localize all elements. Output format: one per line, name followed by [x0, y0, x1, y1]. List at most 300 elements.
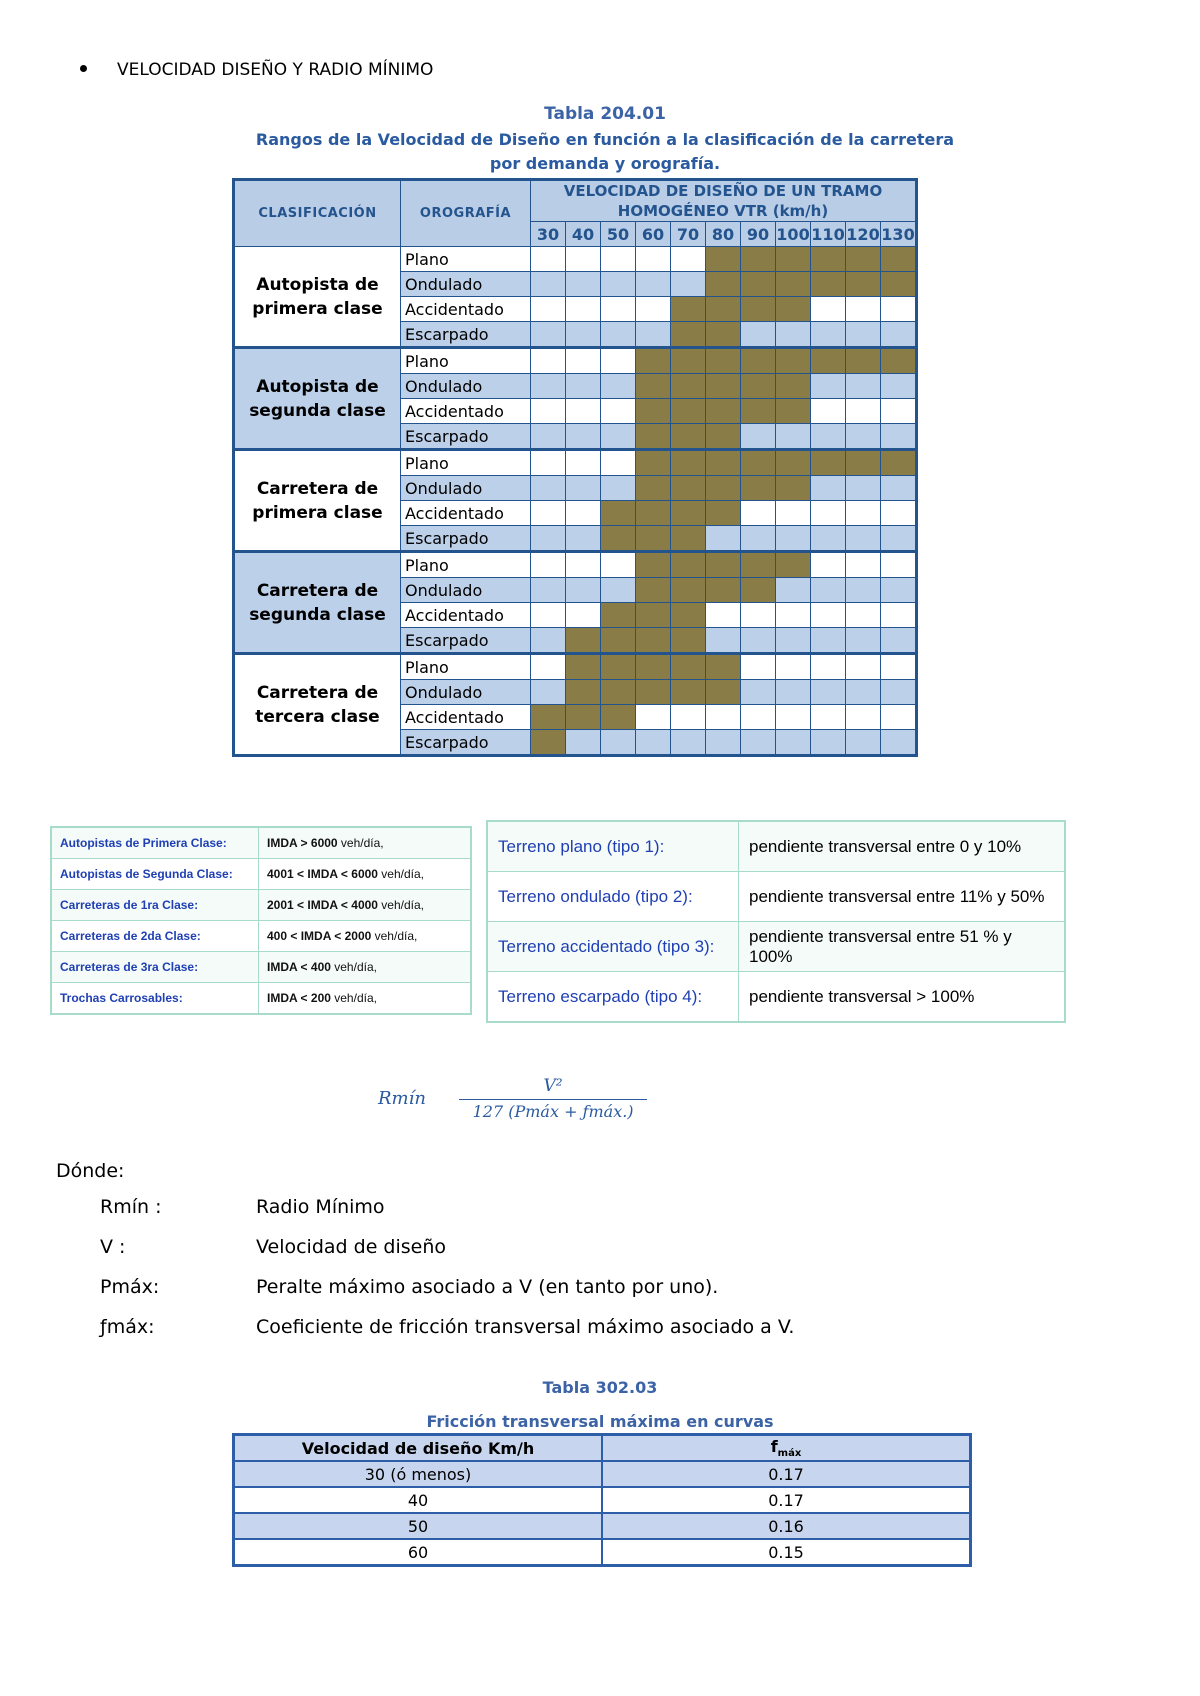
speed-cell [776, 552, 811, 578]
terreno-row [487, 922, 1065, 972]
speed-col-130: 130 [881, 222, 917, 247]
terreno-row [487, 872, 1065, 922]
speed-cell [846, 501, 881, 526]
terreno-table [486, 820, 1066, 1023]
speed-cell [531, 272, 566, 297]
terreno-type: Terreno ondulado (tipo 2): [487, 872, 739, 922]
speed-cell [741, 322, 776, 348]
orografia-cell: Accidentado [401, 705, 531, 730]
definition-symbol: V : [100, 1236, 126, 1258]
orografia-cell: Ondulado [401, 680, 531, 705]
speed-cell [741, 247, 776, 272]
speed-cell [531, 476, 566, 501]
speed-cell [566, 628, 601, 654]
speed-cell [671, 247, 706, 272]
clasificacion-cell [234, 654, 401, 756]
friction-row [234, 1461, 971, 1487]
speed-col-70: 70 [671, 222, 706, 247]
speed-cell [601, 603, 636, 628]
imda-value [259, 859, 472, 890]
speed-cell [566, 552, 601, 578]
imda-value [259, 827, 472, 859]
friction-fmax: 0.16 [602, 1513, 971, 1539]
speed-cell [881, 628, 917, 654]
orografia-cell: Escarpado [401, 628, 531, 654]
imda-class: Carreteras de 2da Clase: [51, 921, 259, 952]
orografia-cell: Plano [401, 450, 531, 476]
speed-cell [566, 476, 601, 501]
speed-cell [846, 578, 881, 603]
speed-cell [811, 526, 846, 552]
orografia-cell: Escarpado [401, 730, 531, 756]
imda-row [51, 952, 471, 983]
imda-range: IMDA < 200 [267, 991, 331, 1005]
speed-cell [636, 450, 671, 476]
fmax-main: f [770, 1436, 778, 1456]
speed-cell [566, 374, 601, 399]
speed-cell [811, 272, 846, 297]
clasificacion-line2: primera clase [252, 298, 383, 319]
orografia-cell: Plano [401, 247, 531, 272]
friction-velocity: 60 [234, 1539, 603, 1566]
speed-cell [776, 322, 811, 348]
speed-cell [566, 578, 601, 603]
orografia-cell: Plano [401, 552, 531, 578]
speed-cell [566, 730, 601, 756]
speed-cell [671, 501, 706, 526]
speed-cell [741, 348, 776, 374]
friction-row [234, 1513, 971, 1539]
header-clasificacion: CLASIFICACIÓN [234, 180, 401, 247]
speed-cell [811, 348, 846, 374]
orografia-cell: Escarpado [401, 424, 531, 450]
speed-cell [531, 322, 566, 348]
imda-range: 400 < IMDA < 2000 [267, 929, 372, 943]
speed-cell [531, 399, 566, 424]
speed-cell [846, 654, 881, 680]
speed-cell [776, 297, 811, 322]
speed-cell [671, 680, 706, 705]
heading-bullet [80, 60, 433, 80]
speed-cell [811, 247, 846, 272]
speed-cell [531, 424, 566, 450]
speed-cell [776, 374, 811, 399]
speed-col-120: 120 [846, 222, 881, 247]
speed-cell [706, 603, 741, 628]
speed-cell [776, 526, 811, 552]
speed-cell [636, 603, 671, 628]
speed-cell [706, 297, 741, 322]
imda-class: Carreteras de 1ra Clase: [51, 890, 259, 921]
definition-text: Radio Mínimo [256, 1196, 385, 1218]
speed-cell [531, 348, 566, 374]
heading-text: VELOCIDAD DISEÑO Y RADIO MÍNIMO [117, 60, 434, 80]
imda-unit: veh/día, [330, 991, 377, 1005]
speed-cell [741, 297, 776, 322]
speed-cell [811, 628, 846, 654]
clasificacion-line2: primera clase [252, 502, 383, 523]
speed-cell [671, 450, 706, 476]
speed-cell [636, 705, 671, 730]
imda-unit: veh/día, [337, 836, 384, 850]
speed-cell [531, 450, 566, 476]
speed-cell [741, 552, 776, 578]
speed-cell [706, 578, 741, 603]
formula-numerator: V² [543, 1076, 563, 1096]
friction-velocity: 50 [234, 1513, 603, 1539]
speed-cell [671, 526, 706, 552]
speed-cell [776, 348, 811, 374]
speed-cell [811, 730, 846, 756]
speed-cell [706, 374, 741, 399]
speed-cell [636, 654, 671, 680]
bullet-icon [80, 65, 87, 72]
clasificacion-line2: segunda clase [249, 400, 386, 421]
speed-cell [776, 272, 811, 297]
imda-unit: veh/día, [330, 960, 377, 974]
friction-table [232, 1433, 972, 1567]
speed-cell [741, 654, 776, 680]
speed-cell [531, 705, 566, 730]
speed-cell [601, 628, 636, 654]
speed-cell [811, 603, 846, 628]
speed-cell [881, 272, 917, 297]
speed-cell [706, 450, 741, 476]
speed-cell [566, 705, 601, 730]
speed-cell [741, 476, 776, 501]
speed-cell [741, 526, 776, 552]
speed-cell [706, 348, 741, 374]
speed-cell [741, 578, 776, 603]
header-velocidad-line2: HOMOGÉNEO VTR (km/h) [617, 202, 829, 220]
speed-cell [566, 526, 601, 552]
speed-cell [846, 476, 881, 501]
speed-cell [601, 450, 636, 476]
speed-cell [846, 297, 881, 322]
orografia-cell: Accidentado [401, 399, 531, 424]
speed-cell [706, 552, 741, 578]
speed-cell [636, 399, 671, 424]
friction-fmax: 0.15 [602, 1539, 971, 1566]
speed-cell [531, 374, 566, 399]
orografia-cell: Accidentado [401, 501, 531, 526]
speed-cell [776, 424, 811, 450]
friction-row [234, 1487, 971, 1513]
speed-cell [671, 399, 706, 424]
speed-cell [706, 247, 741, 272]
rmin-formula [378, 1076, 647, 1121]
speed-cell [566, 247, 601, 272]
speed-cell [671, 730, 706, 756]
speed-cell [636, 424, 671, 450]
speed-cell [881, 526, 917, 552]
friction-fmax: 0.17 [602, 1487, 971, 1513]
speed-cell [881, 730, 917, 756]
speed-cell [636, 272, 671, 297]
speed-cell [601, 247, 636, 272]
speed-cell [531, 297, 566, 322]
clasificacion-cell [234, 450, 401, 552]
clasificacion-cell [234, 348, 401, 450]
grid-row [234, 450, 917, 476]
definition-row [100, 1276, 718, 1298]
speed-cell [601, 297, 636, 322]
fric-header-velocidad: Velocidad de diseño Km/h [234, 1435, 603, 1462]
speed-cell [671, 297, 706, 322]
speed-cell [636, 501, 671, 526]
definition-text: Coeficiente de fricción transversal máximo asociado a V. [256, 1316, 795, 1338]
speed-cell [811, 476, 846, 501]
donde-label: Dónde: [56, 1160, 125, 1182]
friction-velocity: 30 (ó menos) [234, 1461, 603, 1487]
speed-cell [881, 705, 917, 730]
speed-cell [636, 526, 671, 552]
speed-cell [776, 705, 811, 730]
speed-cell [531, 501, 566, 526]
speed-col-40: 40 [566, 222, 601, 247]
formula-fraction [459, 1076, 647, 1121]
speed-cell [881, 297, 917, 322]
speed-cell [531, 603, 566, 628]
speed-cell [601, 272, 636, 297]
speed-cell [811, 705, 846, 730]
speed-cell [636, 552, 671, 578]
clasificacion-line1: Carretera de [256, 478, 379, 499]
speed-cell [846, 730, 881, 756]
imda-range: 4001 < IMDA < 6000 [267, 867, 378, 881]
speed-cell [671, 348, 706, 374]
speed-cell [531, 730, 566, 756]
speed-cell [881, 247, 917, 272]
speed-cell [741, 272, 776, 297]
speed-cell [706, 654, 741, 680]
speed-col-90: 90 [741, 222, 776, 247]
speed-col-60: 60 [636, 222, 671, 247]
speed-cell [846, 603, 881, 628]
clasificacion-line1: Autopista de [256, 274, 379, 295]
definition-text: Velocidad de diseño [256, 1236, 447, 1258]
speed-cell [811, 424, 846, 450]
clasificacion-cell [234, 552, 401, 654]
speed-cell [601, 552, 636, 578]
speed-cell [881, 654, 917, 680]
friction-row [234, 1539, 971, 1566]
speed-cell [531, 680, 566, 705]
speed-cell [706, 628, 741, 654]
speed-cell [811, 501, 846, 526]
speed-cell [671, 705, 706, 730]
speed-cell [566, 501, 601, 526]
definition-symbol: ƒmáx: [100, 1316, 155, 1338]
imda-unit: veh/día, [377, 867, 424, 881]
speed-cell [811, 322, 846, 348]
speed-cell [636, 730, 671, 756]
header-velocidad-line1: VELOCIDAD DE DISEÑO DE UN TRAMO [563, 182, 883, 200]
speed-col-30: 30 [531, 222, 566, 247]
speed-cell [811, 399, 846, 424]
terreno-row [487, 972, 1065, 1023]
speed-cell [636, 578, 671, 603]
speed-cell [671, 603, 706, 628]
speed-cell [601, 526, 636, 552]
speed-cell [601, 705, 636, 730]
clasificacion-line1: Carretera de [256, 580, 379, 601]
speed-cell [776, 247, 811, 272]
speed-cell [811, 374, 846, 399]
imda-value [259, 921, 472, 952]
speed-cell [671, 476, 706, 501]
speed-cell [846, 424, 881, 450]
orografia-cell: Plano [401, 348, 531, 374]
grid-row [234, 247, 917, 272]
orografia-cell: Ondulado [401, 272, 531, 297]
speed-cell [811, 680, 846, 705]
imda-value [259, 952, 472, 983]
speed-cell [741, 680, 776, 705]
formula-denominator: 127 (Pmáx + ƒmáx.) [472, 1102, 634, 1121]
speed-cell [636, 348, 671, 374]
speed-cell [881, 348, 917, 374]
speed-cell [706, 272, 741, 297]
speed-cell [846, 399, 881, 424]
speed-cell [636, 680, 671, 705]
speed-cell [706, 476, 741, 501]
speed-cell [776, 603, 811, 628]
speed-cell [741, 501, 776, 526]
speed-cell [776, 628, 811, 654]
imda-unit: veh/día, [377, 898, 424, 912]
clasificacion-line2: segunda clase [249, 604, 386, 625]
grid-row [234, 552, 917, 578]
speed-cell [776, 654, 811, 680]
speed-cell [706, 730, 741, 756]
speed-cell [776, 399, 811, 424]
speed-cell [846, 526, 881, 552]
imda-range: IMDA > 6000 [267, 836, 338, 850]
terreno-desc: pendiente transversal entre 0 y 10% [739, 821, 1066, 872]
speed-cell [601, 399, 636, 424]
definition-row [100, 1196, 385, 1218]
header-orografia: OROGRAFÍA [401, 180, 531, 247]
speed-cell [671, 374, 706, 399]
tabla1-title: Tabla 204.01 [544, 104, 666, 124]
terreno-type: Terreno accidentado (tipo 3): [487, 922, 739, 972]
speed-cell [601, 476, 636, 501]
speed-cell [531, 628, 566, 654]
speed-cell [601, 578, 636, 603]
imda-row [51, 827, 471, 859]
speed-cell [566, 297, 601, 322]
speed-cell [531, 654, 566, 680]
orografia-cell: Ondulado [401, 476, 531, 501]
speed-cell [741, 730, 776, 756]
speed-cell [741, 399, 776, 424]
speed-cell [741, 374, 776, 399]
terreno-type: Terreno escarpado (tipo 4): [487, 972, 739, 1023]
speed-cell [846, 272, 881, 297]
speed-cell [671, 322, 706, 348]
speed-cell [601, 501, 636, 526]
speed-col-80: 80 [706, 222, 741, 247]
speed-col-100: 100 [776, 222, 811, 247]
imda-class: Carreteras de 3ra Clase: [51, 952, 259, 983]
speed-cell [566, 272, 601, 297]
speed-cell [601, 322, 636, 348]
grid-row [234, 348, 917, 374]
definition-row [100, 1316, 794, 1338]
speed-cell [671, 552, 706, 578]
speed-cell [706, 501, 741, 526]
speed-cell [566, 450, 601, 476]
speed-cell [846, 628, 881, 654]
speed-cell [671, 654, 706, 680]
speed-cell [636, 628, 671, 654]
speed-cell [636, 297, 671, 322]
speed-cell [741, 450, 776, 476]
speed-cell [846, 374, 881, 399]
formula-lhs: Rmín [378, 1088, 426, 1109]
speed-cell [741, 628, 776, 654]
speed-cell [706, 399, 741, 424]
speed-cell [566, 603, 601, 628]
speed-cell [636, 247, 671, 272]
speed-cell [776, 501, 811, 526]
terreno-type: Terreno plano (tipo 1): [487, 821, 739, 872]
speed-col-50: 50 [601, 222, 636, 247]
definition-row [100, 1236, 446, 1258]
speed-cell [671, 424, 706, 450]
speed-cell [846, 450, 881, 476]
speed-cell [881, 578, 917, 603]
speed-cell [706, 322, 741, 348]
speed-cell [531, 552, 566, 578]
friction-fmax: 0.17 [602, 1461, 971, 1487]
terreno-desc: pendiente transversal entre 11% y 50% [739, 872, 1066, 922]
speed-cell [776, 476, 811, 501]
speed-cell [811, 578, 846, 603]
speed-cell [881, 680, 917, 705]
header-velocidad [531, 180, 917, 222]
speed-cell [846, 552, 881, 578]
speed-cell [601, 374, 636, 399]
terreno-desc: pendiente transversal entre 51 % y 100% [739, 922, 1066, 972]
terreno-row [487, 821, 1065, 872]
fmax-sub: máx [777, 1448, 802, 1460]
speed-cell [881, 374, 917, 399]
orografia-cell: Escarpado [401, 526, 531, 552]
speed-cell [601, 424, 636, 450]
speed-cell [636, 476, 671, 501]
speed-cell [706, 705, 741, 730]
imda-range: 2001 < IMDA < 4000 [267, 898, 378, 912]
imda-row [51, 859, 471, 890]
speed-cell [811, 552, 846, 578]
orografia-cell: Accidentado [401, 603, 531, 628]
speed-cell [776, 730, 811, 756]
imda-row [51, 983, 471, 1015]
speed-cell [846, 348, 881, 374]
speed-cell [601, 348, 636, 374]
speed-cell [741, 705, 776, 730]
orografia-cell: Ondulado [401, 374, 531, 399]
speed-cell [601, 654, 636, 680]
speed-cell [601, 730, 636, 756]
clasificacion-line1: Autopista de [256, 376, 379, 397]
speed-cell [811, 297, 846, 322]
imda-row [51, 890, 471, 921]
speed-cell [776, 680, 811, 705]
orografia-cell: Escarpado [401, 322, 531, 348]
